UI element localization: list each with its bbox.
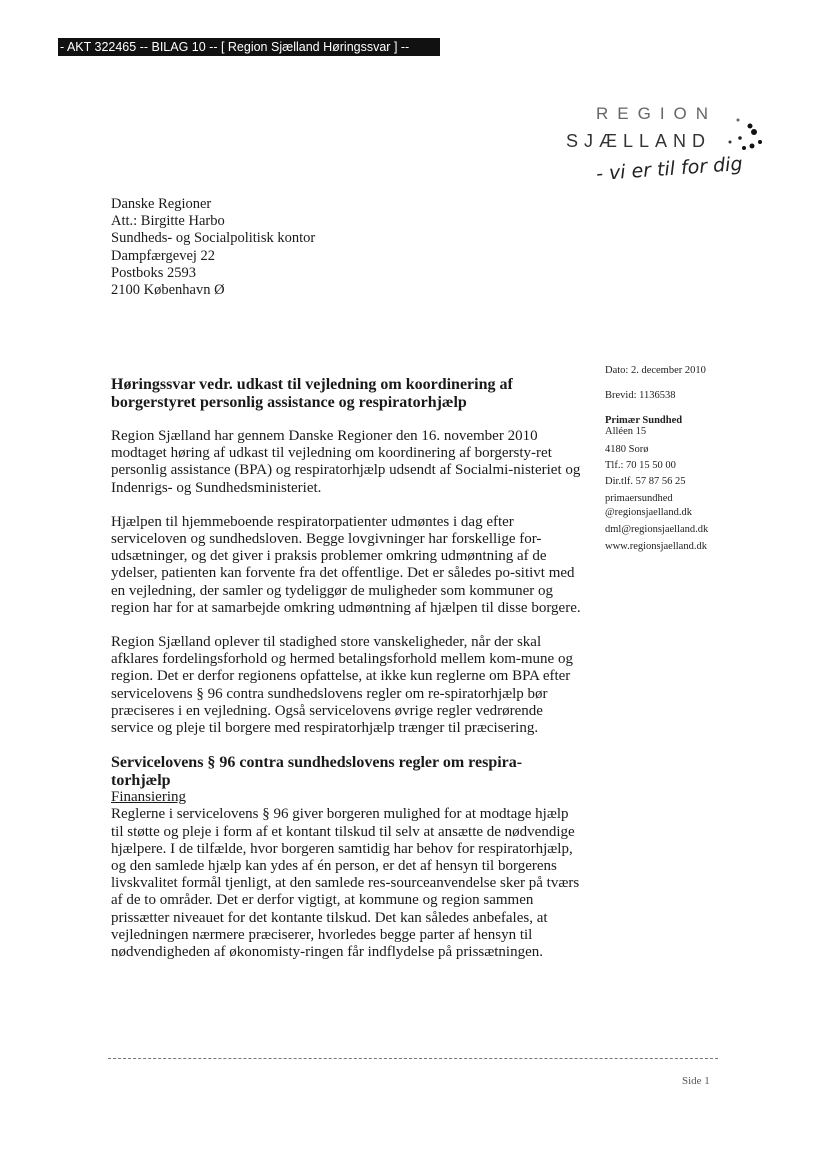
recipient-line: Danske Regioner bbox=[111, 196, 212, 212]
letter-date: Dato: 2. december 2010 bbox=[605, 365, 706, 376]
recipient-line: Postboks 2593 bbox=[111, 264, 197, 281]
document-reference-bar: - AKT 322465 -- BILAG 10 -- [ Region Sjælland Høringssvar ] -- bbox=[58, 38, 440, 56]
letter-title: Høringssvar vedr. udkast til vejledning om koordinering af borgerstyret personlig assistance og respiratorhjælp bbox=[111, 376, 513, 411]
sender-phone: Tlf.: 70 15 50 00 bbox=[605, 460, 676, 471]
sender-direct-phone: Dir.tlf. 57 87 56 25 bbox=[605, 476, 686, 487]
sender-city: 4180 Sorø bbox=[605, 444, 649, 455]
sender-email2: dml@regionsjaelland.dk bbox=[605, 524, 709, 535]
sender-info-sidebar bbox=[605, 364, 755, 554]
sender-email-line1: primaersundhed bbox=[605, 493, 673, 504]
section-heading: Servicelovens § 96 contra sundhedslovens regler om respira-torhjælp bbox=[111, 754, 523, 789]
recipient-line: 2100 København Ø bbox=[111, 282, 225, 299]
page-number: Side 1 bbox=[682, 1075, 710, 1087]
body-paragraph: Hjælpen til hjemmeboende respiratorpatienter udmøntes i dag efter serviceloven og sundhedsloven. Begge lovgivninger har forskellige for-udsætninger, og det giver i praksis problemer omkring udmøntning af de ydelser, patienten kan forvente fra det offentlige. Det er således po-sitivt med en vejledning, der samler og tydeliggør de muligheder som kommuner og region har for at samarbejde omkring udmøntning af hjælpen til disse borgere. bbox=[111, 513, 581, 616]
sender-website: www.regionsjaelland.dk bbox=[605, 541, 707, 552]
recipient-address bbox=[111, 196, 315, 299]
letter-id: Brevid: 1136538 bbox=[605, 390, 676, 401]
recipient-line: Sundheds- og Socialpolitisk kontor bbox=[111, 230, 316, 247]
sender-department: Primær Sundhed bbox=[605, 415, 683, 426]
logo-region-text: REGION bbox=[596, 104, 718, 123]
sender-email-line2: @regionsjaelland.dk bbox=[605, 507, 692, 518]
body-paragraph: Region Sjælland har gennem Danske Regioner den 16. november 2010 modtaget høring af udkast til vejledning om koordinering af borgersty-ret personlig assistance (BPA) og respiratorhjælp udsendt af Socialmi-nisteriet og Indenrigs- og Sundhedsministeriet. bbox=[111, 428, 581, 496]
body-paragraph: Reglerne i servicelovens § 96 giver borgeren mulighed for at modtage hjælp til støtte og pleje i form af et kontant tilskud til selv at ansætte de nødvendige hjælpere. I de tilfælde, hvor borgeren samtidig har behov for respiratorhjælp, og den samlede hjælp kan ydes af én person, er det af hensyn til borgerens livskvalitet formål tjenligt, at den samlede res-sourceanvendelse sker på tværs af de to områder. Det er derfor vigtigt, at kommune og region sammen prissætter niveauet for det kontante tilskud. Det kan således anbefales, at vejledningen nærmere præciserer, hvorledes begge parter af hensyn til nødvendigheden af økonomisty-ringen får indflydelse på prissætningen. bbox=[111, 806, 580, 961]
section-subheading: Finansiering bbox=[111, 789, 186, 806]
body-paragraph: Region Sjælland oplever til stadighed store vanskeligheder, når der skal afklares fordelingsforhold og hermed betalingsforhold mellem kom-mune og region. Det er derfor regionens opfattelse, at ikke kun reglerne om BPA efter servicelovens § 96 contra sundhedslovens regler om re-spiratorhjælp bør præciseres i en vejledning. Også servicelovens øvrige regler vedrørende service og pleje til borgere med respiratorhjælp trænger til præcisering. bbox=[111, 634, 573, 737]
recipient-line: Att.: Birgitte Harbo bbox=[111, 213, 225, 230]
letter-body bbox=[111, 376, 581, 978]
recipient-line: Dampfærgevej 22 bbox=[111, 247, 216, 264]
logo-sjaelland-text: SJÆLLAND bbox=[566, 131, 712, 151]
sender-street: Alléen 15 bbox=[605, 426, 647, 437]
footer-divider bbox=[108, 1058, 718, 1059]
logo-tagline: - vi er til for dig bbox=[595, 152, 744, 186]
